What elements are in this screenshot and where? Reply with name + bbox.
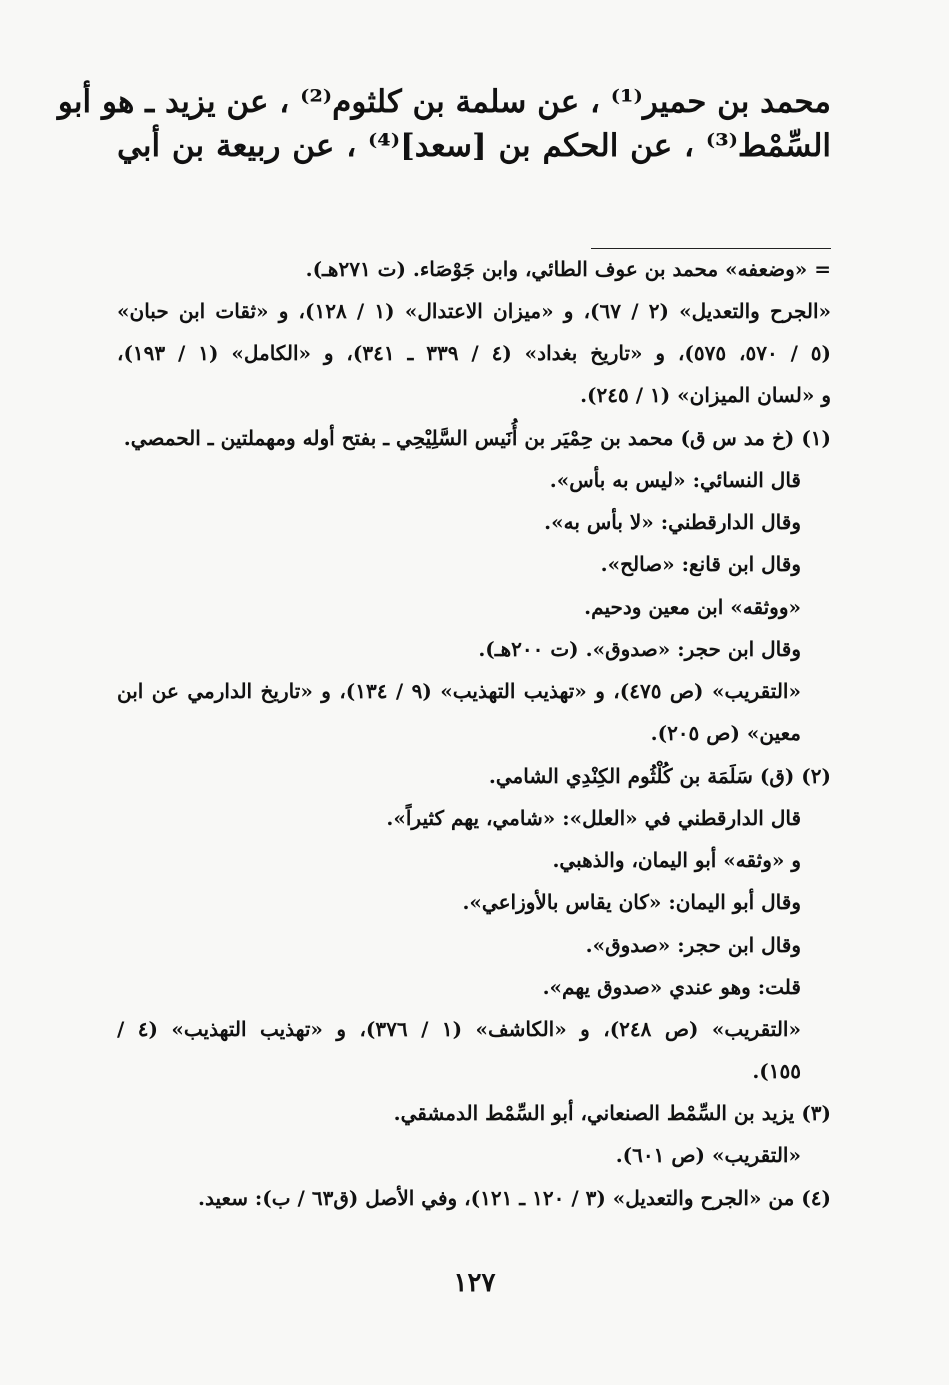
main-text-line-1: محمد بن حمير⁽¹⁾ ، عن سلمة بن كلثوم⁽²⁾ ، عن يزيد ـ هو أبو [57,84,831,120]
footnote-line: قال النسائي: «ليس به بأس». [549,468,801,492]
footnote-line: «التقريب» (ص ٢٤٨)، و «الكاشف» (١ / ٣٧٦)، و «تهذيب التهذيب» (٤ / [117,1017,801,1041]
footnote-line: قال الدارقطني في «العلل»: «شامي، يهم كثيراً». [386,806,801,830]
footnote-line: وقال أبو اليمان: «كان يقاس بالأوزاعي». [462,890,801,914]
footnote-4: (٤) من «الجرح والتعديل» (٣ / ١٢٠ ـ ١٢١)، وفي الأصل (ق٦٣ / ب): سعيد. [198,1186,831,1210]
footnote-line: قلت: وهو عندي «صدوق يهم». [542,975,801,999]
footnote-line: وقال ابن حجر: «صدوق». (ت ٢٠٠هـ). [478,637,801,661]
footnote-line: «الجرح والتعديل» (٢ / ٦٧)، و «ميزان الاعتدال» (١ / ١٢٨)، و «ثقات ابن حبان» [117,299,832,323]
footnote-line: وقال ابن قانع: «صالح». [600,552,801,576]
footnote-line: وقال الدارقطني: «لا بأس به». [544,510,801,534]
footnote-line: «ووثقه» ابن معين ودحيم. [584,595,801,619]
footnote-1: (١) (خ مد س ق) محمد بن حِمْيَر بن أُنَيس السَّلِيْحِي ـ بفتح أوله ومهملتين ـ الحمصي. [123,426,831,450]
footnote-line: (٥ / ٥٧٠، ٥٧٥)، و «تاريخ بغداد» (٤ / ٣٣٩ ـ ٣٤١)، و «الكامل» (١ / ١٩٣)، [117,341,832,365]
footnote-line: «التقريب» (ص ٤٧٥)، و «تهذيب التهذيب» (٩ / ١٣٤)، و «تاريخ الدارمي عن ابن [117,679,801,703]
footnote-line: و «وثقه» أبو اليمان، والذهبي. [552,848,801,872]
footnote-line: «التقريب» (ص ٦٠١). [615,1143,801,1167]
footnote-line: معين» (ص ٢٠٥). [650,721,801,745]
footnote-line: ١٥٥). [752,1059,801,1083]
main-text-line-2: السِّمْط⁽³⁾ ، عن الحكم بن [سعد]⁽⁴⁾ ، عن ربيعة بن أبي [117,128,831,164]
footnote-line: وقال ابن حجر: «صدوق». [585,933,801,957]
footnote-2: (٢) (ق) سَلَمَة بن كُلْثُوم الكِنْدِي الشامي. [488,764,831,788]
footnote-separator [591,248,831,249]
footnote-line: = «وضعفه» محمد بن عوف الطائي، وابن جَوْصَاء. (ت ٢٧١هـ). [305,257,831,281]
footnote-3: (٣) يزيد بن السِّمْط الصنعاني، أبو السِّمْط الدمشقي. [393,1101,831,1125]
page-number: ١٢٧ [453,1268,496,1298]
footnote-line: و «لسان الميزان» (١ / ٢٤٥). [580,383,831,407]
